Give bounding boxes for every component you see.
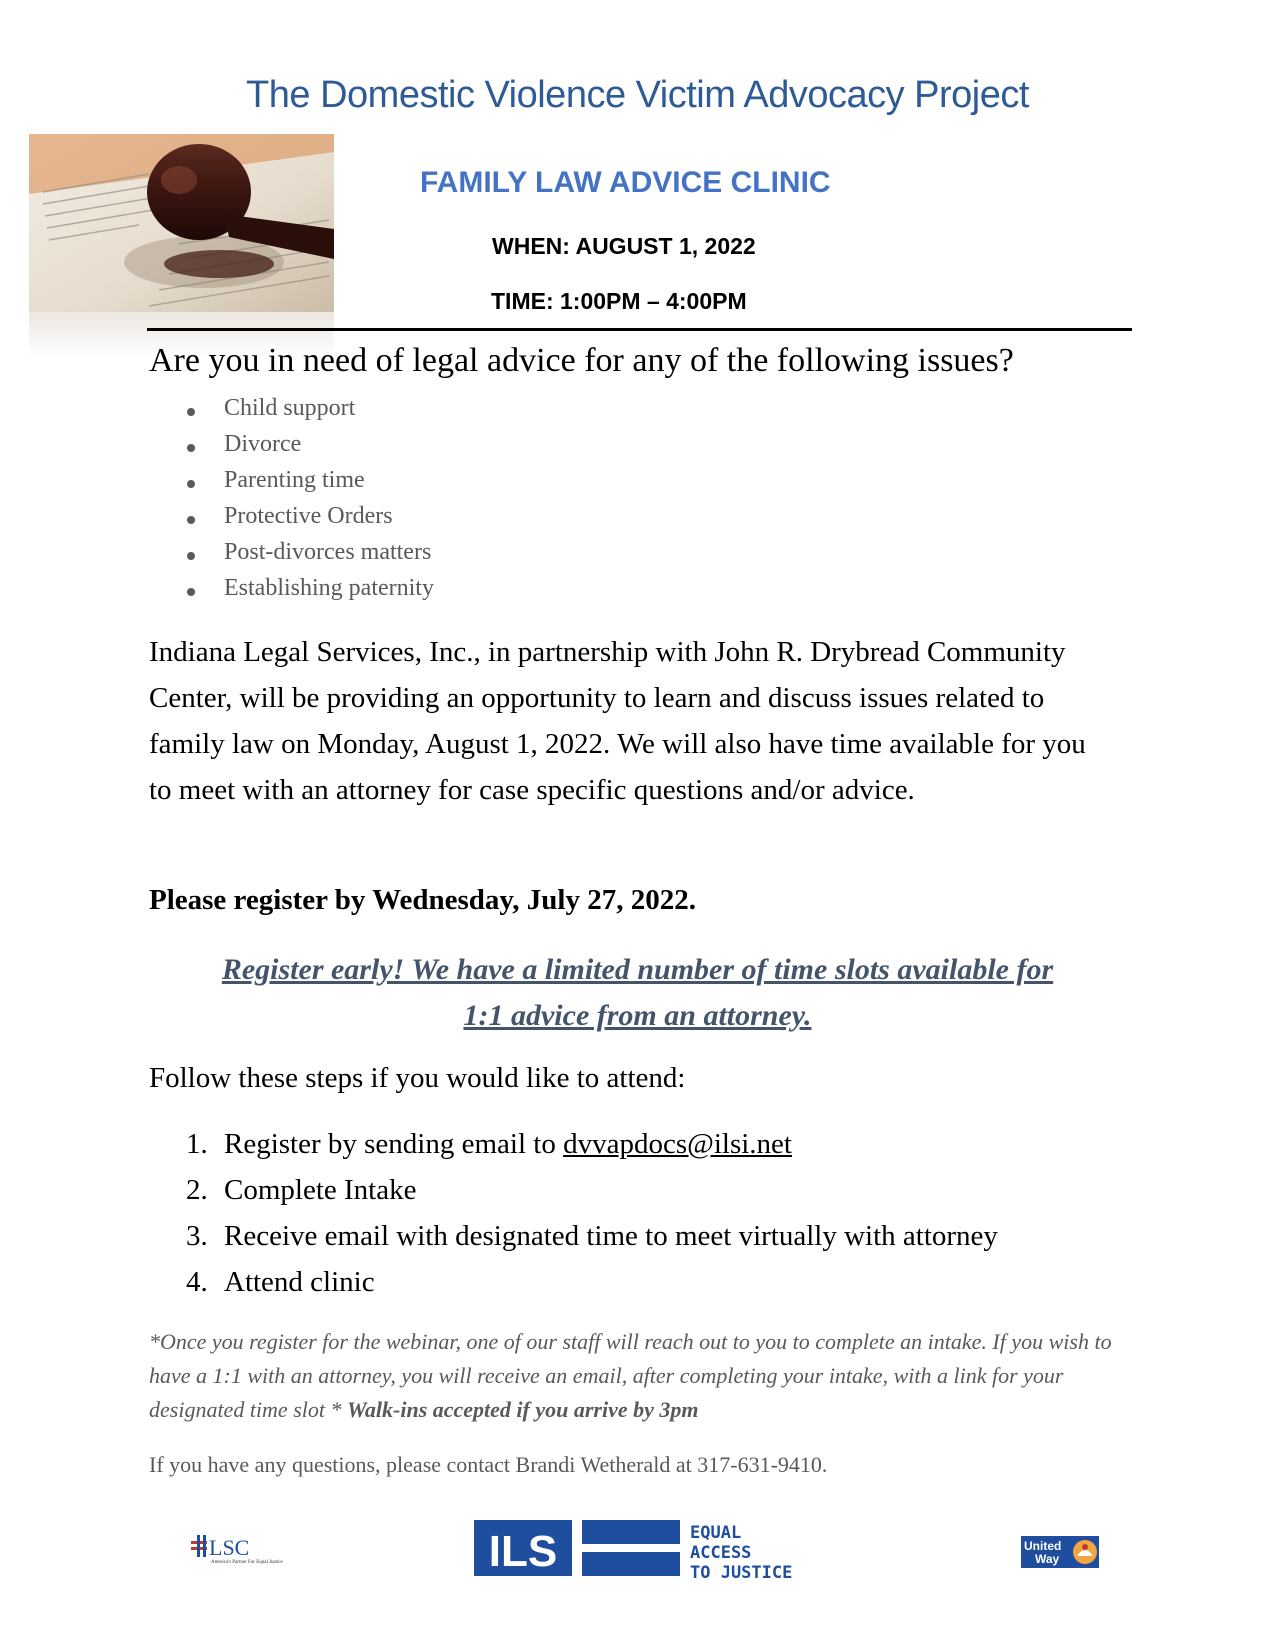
register-early-line-2: 1:1 advice from an attorney. <box>463 999 812 1032</box>
bullet-icon <box>187 516 195 524</box>
ils-logo <box>474 1518 794 1584</box>
bullet-icon <box>187 480 195 488</box>
svg-text:ACCESS: ACCESS <box>690 1543 752 1563</box>
description-paragraph: Indiana Legal Services, Inc., in partnership with John R. Drybread Community Center, will be providing an opportunity to learn and discuss issues related to family law on Monday, August 1, 2022. We will also have time available for you to meet with an attorney for case specific questions and/or advice. <box>149 636 1086 806</box>
register-early-notice <box>0 947 1275 1039</box>
united-way-logo <box>1021 1530 1101 1570</box>
bullet-icon <box>187 444 195 452</box>
bullet-icon <box>187 588 195 596</box>
svg-text:EQUAL: EQUAL <box>690 1523 742 1543</box>
svg-text:TO JUSTICE: TO JUSTICE <box>690 1563 793 1583</box>
svg-text:United: United <box>1024 1539 1062 1553</box>
event-time: TIME: 1:00PM – 4:00PM <box>491 288 747 314</box>
svg-text:America's Partner For Equal Ju: America's Partner For Equal Justice <box>211 1560 283 1565</box>
gavel-image <box>29 134 334 312</box>
email-link[interactable]: dvvapdocs@ilsi.net <box>563 1128 792 1160</box>
contact-line: If you have any questions, please contact Brandi Wetherald at 317-631-9410. <box>149 1452 828 1477</box>
lsc-logo <box>189 1531 283 1571</box>
clinic-name: FAMILY LAW ADVICE CLINIC <box>420 166 831 199</box>
svg-text:ILS: ILS <box>488 1527 558 1576</box>
intake-note: *Once you register for the webinar, one of our staff will reach out to you to complete an intake. If you wish to have a 1:1 with an attorney, you will receive an email, after completing your intake, with a link for your designated time slot * Walk-ins accepted if you arrive by 3pm <box>149 1329 1112 1422</box>
svg-text:Way: Way <box>1035 1552 1060 1566</box>
registration-deadline: Please register by Wednesday, July 27, 2022. <box>149 884 696 916</box>
page-title: The Domestic Violence Victim Advocacy Project <box>246 74 1029 116</box>
header-divider <box>147 328 1132 331</box>
walk-in-note: Walk-ins accepted if you arrive by 3pm <box>346 1397 699 1422</box>
intro-question: Are you in need of legal advice for any of the following issues? <box>149 342 1014 379</box>
event-date: WHEN: AUGUST 1, 2022 <box>492 233 756 259</box>
bullet-icon <box>187 552 195 560</box>
svg-text:LSC: LSC <box>209 1535 250 1560</box>
register-early-line-1: Register early! We have a limited number of time slots available for <box>221 953 1054 986</box>
steps-intro: Follow these steps if you would like to attend: <box>149 1062 686 1094</box>
bullet-icon <box>187 408 195 416</box>
